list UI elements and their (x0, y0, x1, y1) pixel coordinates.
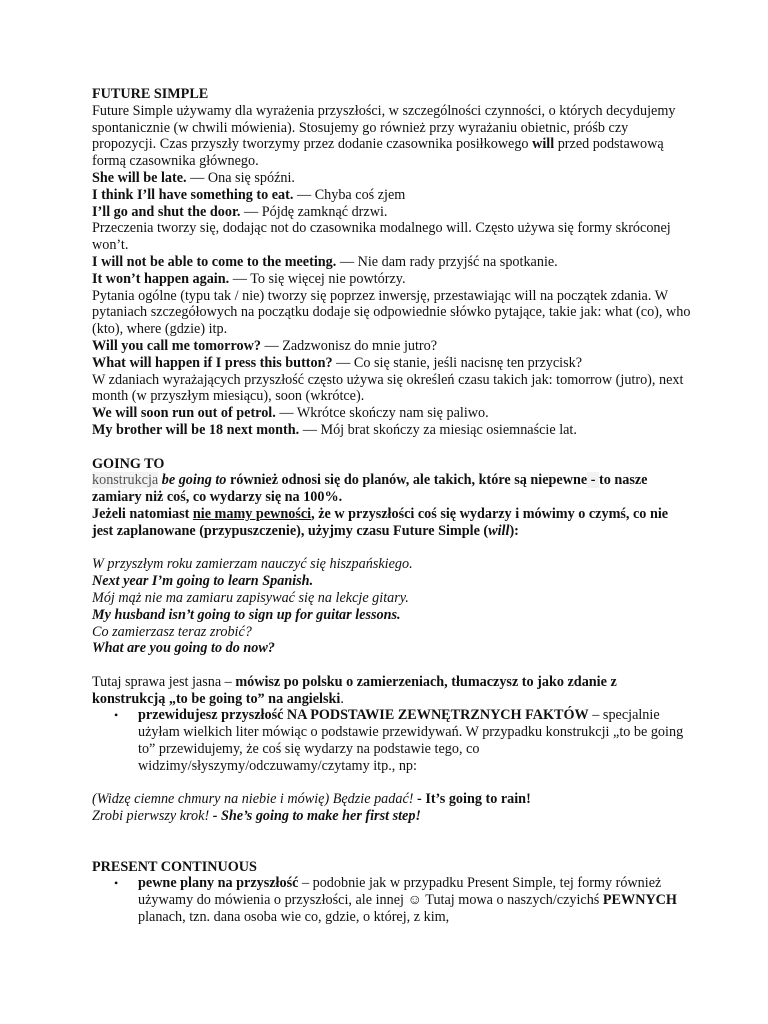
example-line: I’ll go and shut the door. — Pójdę zamknąć drzwi. (92, 203, 388, 220)
example-en: Next year I’m going to learn Spanish. (92, 573, 314, 590)
example-line: She will be late. — Ona się spóźni. (92, 169, 295, 186)
section-heading-going-to: GOING TO (92, 455, 165, 472)
example-line: My brother will be 18 next month. — Mój brat skończy za miesiąc osiemnaście lat. (92, 421, 577, 438)
example-line: Will you call me tomorrow? — Zadzwonisz do mnie jutro? (92, 337, 438, 354)
document-page (92, 86, 692, 926)
section-heading-present-continuous: PRESENT CONTINUOUS (92, 858, 257, 875)
present-continuous-bullet-list (92, 875, 692, 925)
going-to-paragraph-2: Jeżeli natomiast nie mamy pewności, że w przyszłości coś się wydarzy i mówimy o czymś, co nie jest zaplanowane (przypuszczenie), użyjmy czasu Future Simple (will): (92, 505, 669, 539)
example-line: It won’t happen again. — To się więcej nie powtórzy. (92, 270, 406, 287)
list-item: • przewidujesz przyszłość NA PODSTAWIE ZEWNĘTRZNYCH FAKTÓW – specjalnie użyłam wielkich liter mówiąc o podstawie przewidywań. W przypadku konstrukcji „to be going to” przewidujemy, że coś się wydarzy na podstawie tego, co widzimy/słyszymy/odczuwamy/czytamy itp., np: (114, 707, 684, 774)
example-en: What are you going to do now? (92, 640, 275, 657)
going-to-bullet-list (92, 707, 692, 774)
smiley-icon: ☺ (407, 892, 422, 909)
going-to-paragraph-3: Tutaj sprawa jest jasna – mówisz po polsku o zamierzeniach, tłumaczysz to jako zdanie z konstrukcją „to be going to” na angielski. (92, 673, 617, 707)
negation-paragraph: Przeczenia tworzy się, dodając not do czasownika modalnego will. Często używa się formy skróconej won’t. (92, 220, 671, 254)
example-line: We will soon run out of petrol. — Wkrótce skończy nam się paliwo. (92, 405, 489, 422)
bullet-icon: • (114, 708, 119, 723)
questions-paragraph: Pytania ogólne (typu tak / nie) tworzy się poprzez inwersję, przestawiając will na początek zdania. W pytaniach szczegółowych na początku dodaje się odpowiednie słówko pytające, takie jak: what (co), who (kto), where (gdzie) itp. (92, 287, 691, 338)
list-item: • pewne plany na przyszłość – podobnie jak w przypadku Present Simple, tej formy również używamy do mówienia o przyszłości, ale innej ☺ Tutaj mowa o naszych/czyichś PEWNYCH planach, tzn. dana osoba wie co, gdzie, o której, z kim, (114, 875, 677, 926)
bullet-icon: • (114, 876, 119, 891)
section-heading-future-simple: FUTURE SIMPLE (92, 86, 209, 102)
example-line: Zrobi pierwszy krok! - She’s going to make her first step! (92, 808, 421, 825)
example-en: My husband isn’t going to sign up for guitar lessons. (92, 606, 401, 623)
example-pl: Mój mąż nie ma zamiaru zapisywać się na lekcje gitary. (92, 589, 409, 606)
example-line: I will not be able to come to the meeting. — Nie dam rady przyjść na spotkanie. (92, 253, 558, 270)
time-expressions-paragraph: W zdaniach wyrażających przyszłość często używa się określeń czasu takich jak: tomorrow (jutro), next month (w przyszłym miesiącu), soon (wkrótce). (92, 371, 684, 405)
example-pl: W przyszłym roku zamierzam nauczyć się hiszpańskiego. (92, 556, 413, 573)
going-to-paragraph-1: konstrukcja be going to również odnosi się do planów, ale takich, które są niepewne - to nasze zamiary niż coś, co wydarzy się na 100%. (92, 472, 648, 506)
future-simple-intro: Future Simple używamy dla wyrażenia przyszłości, w szczególności czynności, o których decydujemy spontanicznie (w chwili mówienia). Stosujemy go również przy wyrażaniu obietnic, próśb czy propozycji. Czas przyszły tworzymy przez dodanie czasownika posiłkowego will przed podstawową formą czasownika głównego. (92, 102, 676, 170)
example-line: I think I’ll have something to eat. — Chyba coś zjem (92, 186, 406, 203)
example-line: (Widzę ciemne chmury na niebie i mówię) Będzie padać! - It’s going to rain! (92, 791, 531, 808)
example-pl: Co zamierzasz teraz zrobić? (92, 623, 252, 640)
example-line: What will happen if I press this button? — Co się stanie, jeśli nacisnę ten przycisk? (92, 354, 582, 371)
